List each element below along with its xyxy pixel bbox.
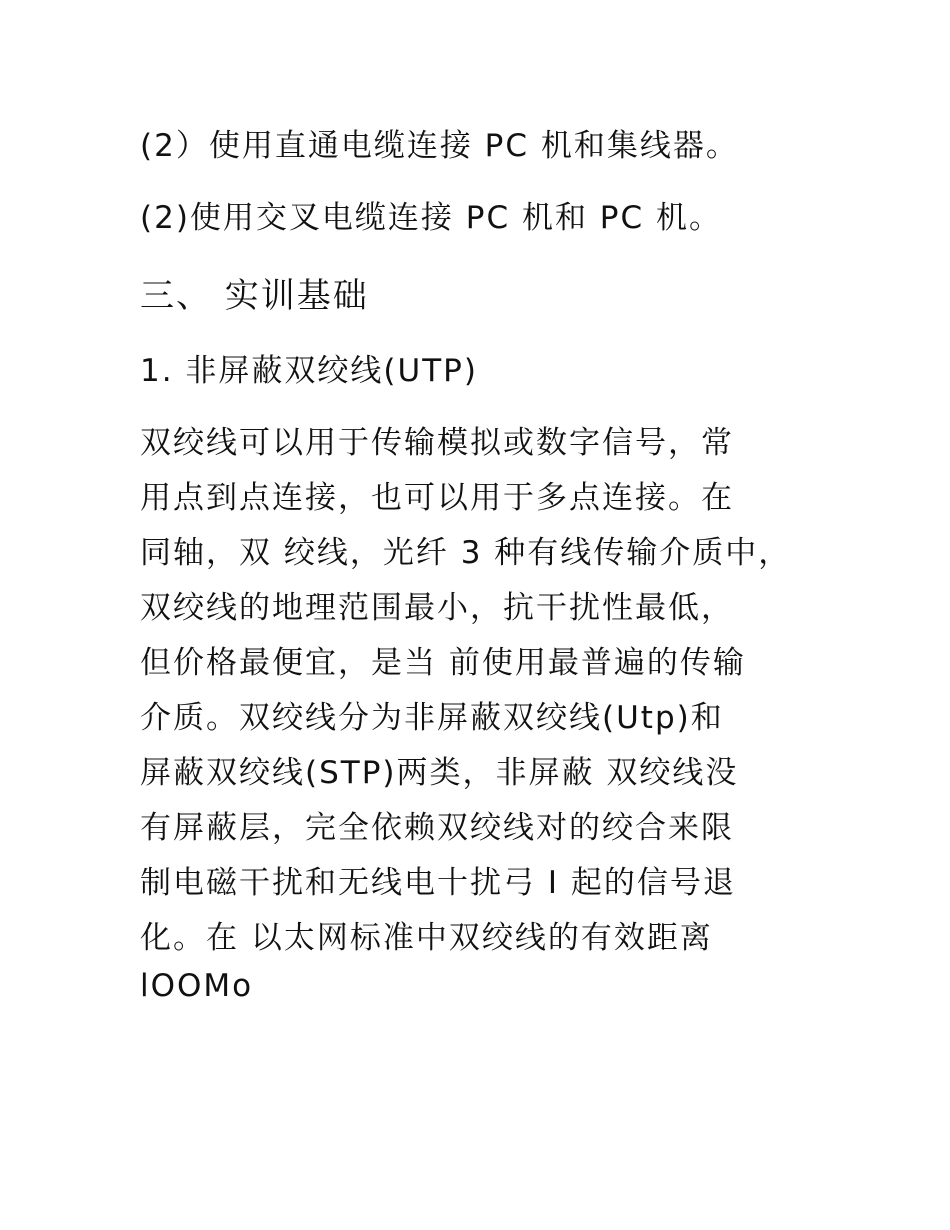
paragraph-line: 双绞线可以用于传输模拟或数字信号，常 [140,425,734,461]
paragraph-line: 有屏蔽层，完全依赖双绞线对的绞合来限 [140,810,734,846]
paragraph-line: 但价格最便宜，是当 前使用最普遍的传输 [140,645,746,681]
paragraph-line: lOOMo [140,968,254,1004]
paragraph-line: 制电磁干扰和无线电十扰弓 I 起的信号退 [140,865,736,901]
subsection-heading: 1. 非屏蔽双绞线(UTP) [140,353,478,389]
section-heading: 三、 实训基础 [140,276,369,316]
paragraph-line: 介质。双绞线分为非屏蔽双绞线(Utp)和 [140,700,724,736]
paragraph-line: 屏蔽双绞线(STP)两类，非屏蔽 双绞线没 [140,755,739,791]
paragraph-line: 双绞线的地理范围最小，抗干扰性最低， [140,590,734,626]
list-item-hub-connection: (2）使用直通电缆连接 PC 机和集线器。 [140,128,739,164]
paragraph-line: 化。在 以太网标准中双绞线的有效距离 [140,920,713,956]
paragraph-line: 用点到点连接，也可以用于多点连接。在 [140,480,734,516]
paragraph-line: 同轴，双 绞线，光纤 3 种有线传输介质中， [140,535,792,571]
list-item-pc-connection: (2)使用交叉电缆连接 PC 机和 PC 机。 [140,200,723,236]
